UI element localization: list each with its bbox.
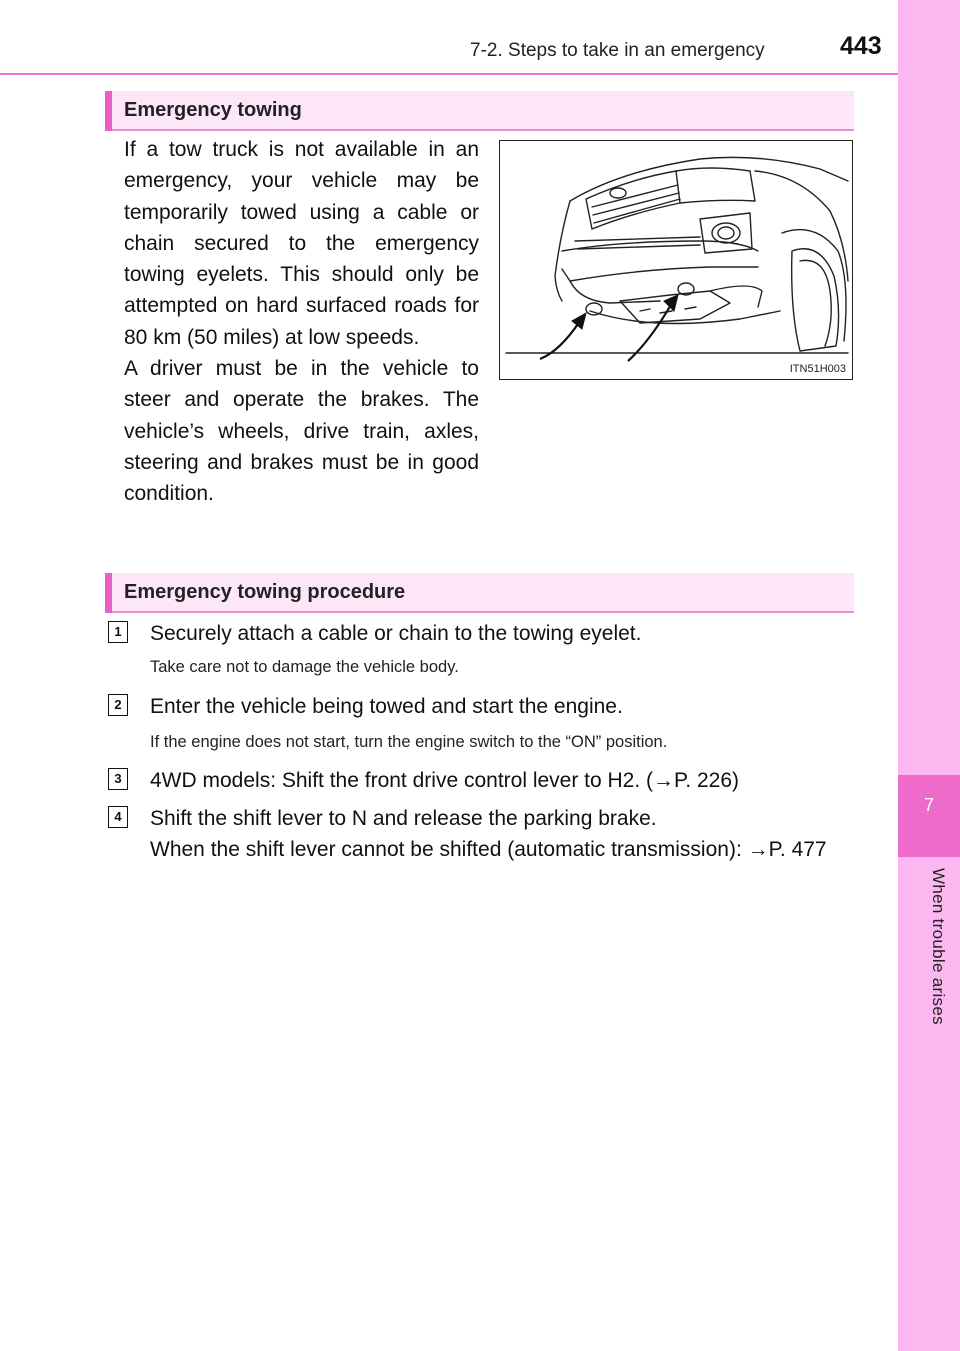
step-text: Securely attach a cable or chain to the towing eyelet. (150, 622, 642, 645)
step-text (150, 803, 854, 865)
step-number-badge: 2 (108, 694, 128, 716)
step-note: If the engine does not start, turn the engine switch to the “ON” position. (150, 733, 668, 751)
towing-eyelet-illustration (499, 140, 853, 380)
header-rule (0, 73, 898, 75)
header-section-title: 7-2. Steps to take in an emergency (470, 40, 765, 61)
intro-paragraph-2: A driver must be in the vehicle to steer and operate the brakes. The vehicle’s wheels, drive train, axles, steering and brakes must be in good condition. (124, 357, 479, 506)
vehicle-front-drawing (500, 141, 853, 380)
step-number-badge: 3 (108, 768, 128, 790)
chapter-number-box (898, 775, 960, 857)
step-text-line-1: Shift the shift lever to N and release the parking brake. (150, 807, 657, 830)
step-number-badge: 1 (108, 621, 128, 643)
chapter-side-tab (898, 0, 960, 1351)
step-number-badge: 4 (108, 806, 128, 828)
section-heading-label: Emergency towing procedure (124, 581, 406, 603)
chapter-title: When trouble arises (929, 868, 948, 1025)
intro-text (124, 134, 479, 510)
page-number: 443 (840, 32, 882, 60)
chapter-number: 7 (923, 795, 934, 815)
step-text-line-2: When the shift lever cannot be shifted (automatic transmission): →P. 477 (150, 838, 827, 861)
step-text: 4WD models: Shift the front drive control lever to H2. (→P. 226) (150, 769, 740, 792)
section-heading-emergency-towing (105, 91, 854, 131)
step-text: Enter the vehicle being towed and start the engine. (150, 695, 623, 718)
section-heading-towing-procedure (105, 573, 854, 613)
section-heading-label: Emergency towing (124, 99, 302, 121)
figure-code: ITN51H003 (789, 363, 846, 375)
step-note: Take care not to damage the vehicle body. (150, 658, 459, 676)
intro-paragraph-1: If a tow truck is not available in an emergency, your vehicle may be temporarily towed using a cable or chain secured to the emergency towing eyelets. This should only be attempted on hard surfaced roads for 80 km (50 miles) at low speeds. (124, 138, 479, 349)
